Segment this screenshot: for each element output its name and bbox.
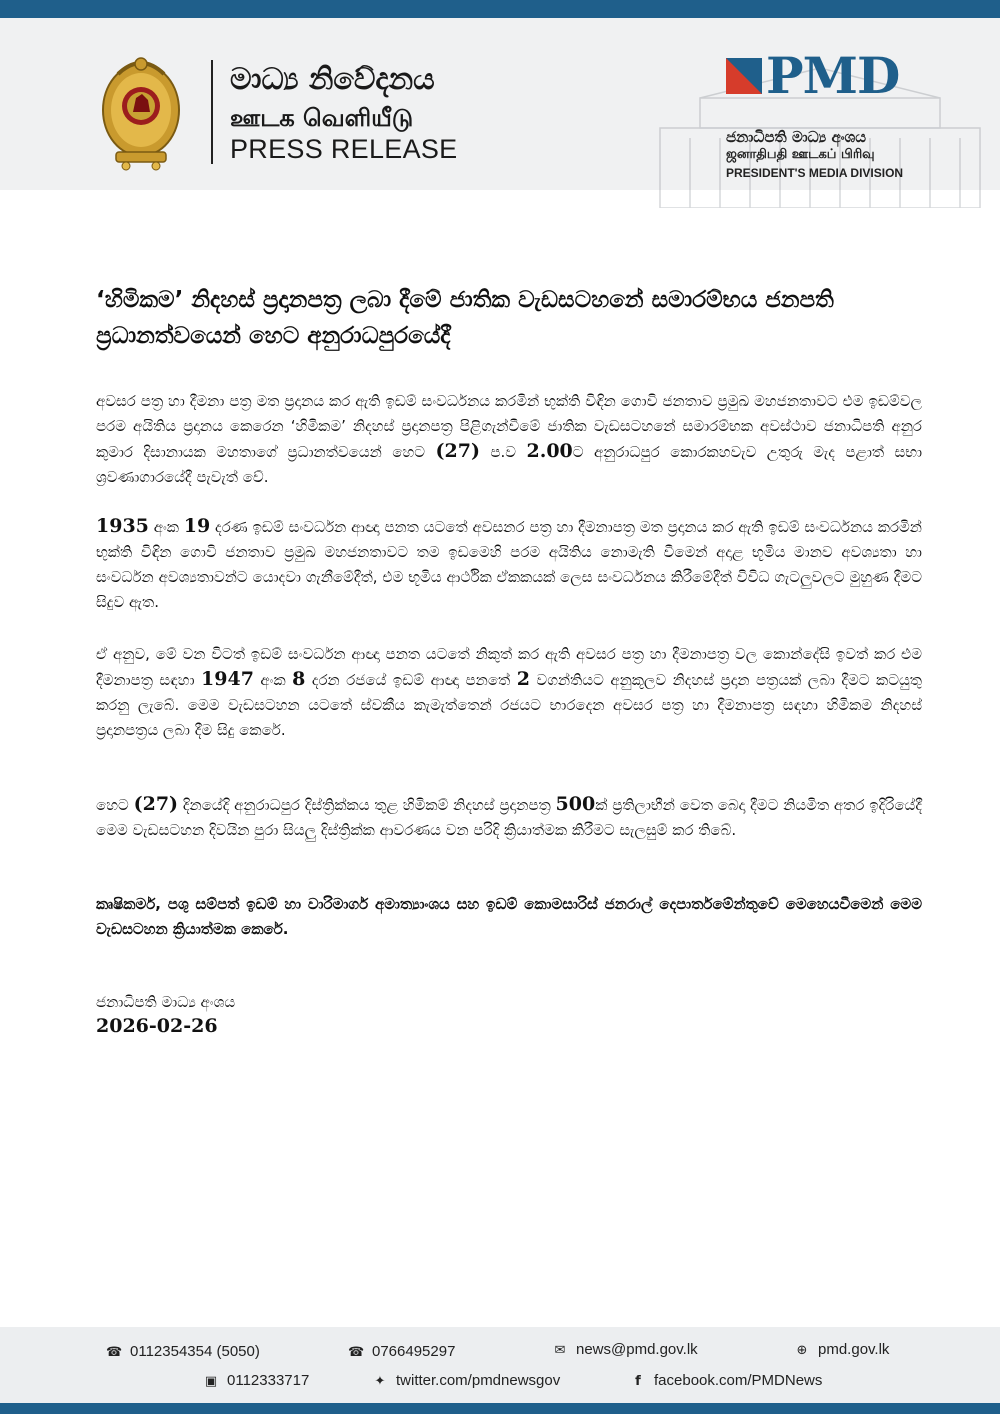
paragraph-3 [96,642,922,743]
pmd-name-sinhala: ජනාධිපති මාධ්‍ය අංශය [726,128,867,146]
paragraph-4 [96,792,922,843]
footer-facebook-text: facebook.com/PMDNews [654,1372,823,1389]
paragraph-4-text-a: හෙට [96,796,134,814]
pmd-logo-text: PMD [766,46,900,105]
paragraph-3-number-section: 2 [516,668,530,690]
twitter-icon: ✦ [374,1374,386,1389]
paragraph-1-number-time: 2.00 [526,440,573,462]
press-release-title-sinhala: මාධ්‍ය නිවේදනය [230,62,435,97]
paragraph-1 [96,389,922,490]
paragraph-2-number-act: 19 [183,515,211,537]
paragraph-3-text-c: දරන රජයේ ඉඩම් ආඥා පනතේ [305,671,517,689]
press-release-title-tamil: ஊடக வெளியீடு [230,104,414,132]
signature-organization: ජනාධිපති මාධ්‍ය අංශය [96,993,236,1011]
globe-icon: ⊕ [796,1343,808,1358]
header-divider [211,60,213,164]
press-release-title-english: PRESS RELEASE [230,134,458,164]
footer-website[interactable] [794,1341,889,1358]
footer-phone-1-text: 0112354354 (5050) [130,1343,260,1360]
contact-footer [0,1327,1000,1403]
footer-twitter[interactable] [372,1372,560,1389]
paragraph-4-number-date: (27) [133,793,179,815]
footer-email-text: news@pmd.gov.lk [576,1341,698,1358]
paragraph-3-number-year: 1947 [201,668,254,690]
pmd-name-english: PRESIDENT'S MEDIA DIVISION [726,166,904,180]
footer-fax-text: 0112333717 [227,1372,310,1389]
paragraph-1-text-a: අවසර පත්‍ර හා දීමනා පත්‍ර මත ප්‍රදානය කර ඇති ඉඩම් සංවර්ධනය කරමින් භුක්ති විඳින ගොවි ජනතාව ප්‍රමුඛ මහජනතාවට එම ඉඩම්වල පරම අයිතිය ප්‍රදානය කෙරෙන ‘හිමිකම’ නිදහස් ප්‍රදානපත්‍ර පිළිගැන්වීමේ ජාතික වැඩසටහනේ සමාරම්භක අවස්ථාව ජනාධිපති අනුර කුමාර දිසානායක මහතාගේ ප්‍රධානත්වයෙන් හෙට [96,392,922,461]
fax-icon: ▣ [204,1374,218,1389]
paragraph-3-text-a: ඒ අනුව, මේ වන විටත් ඉඩම් සංවර්ධන ආඥා පනත යටතේ නිකුත් කර ඇති අවසර පත්‍ර හා දීමනාපත්‍ර වල කොන්දේසි ඉවත් කර එම දීමනාපත්‍ර සඳහා [96,645,922,689]
mobile-icon: ☎ [348,1345,365,1360]
footer-phone-2-text: 0766495297 [372,1343,456,1360]
letterhead [0,18,1000,190]
footer-twitter-text: twitter.com/pmdnewsgov [396,1372,561,1389]
paragraph-2-text-a: අංක [148,518,184,536]
footer-facebook[interactable] [630,1372,822,1389]
bottom-accent-bar [0,1403,1000,1414]
paragraph-4-number-count: 500 [555,793,596,815]
paragraph-4-text-c: ක් ප්‍රතිලාභීන් වෙත බෙදා දීමට නියමිත අතර ඉදිරියේදී මෙම වැඩසටහන දිවයින පුරා සියලු දිස්ත්‍රික්ක ආවරණය වන පරිදි ක්‍රියාත්මක කිරීමට සැලසුම් කර තිබේ. [96,796,923,839]
pmd-logo [726,46,900,112]
release-date: 2026-02-26 [96,1015,218,1037]
paragraph-2-number-year: 1935 [96,515,149,537]
paragraph-1-number-date: (27) [435,440,480,462]
email-icon: ✉ [554,1343,566,1358]
pmd-name-tamil: ஜனாதிபதி ஊடகப் பிரிவு [726,147,875,162]
paragraph-1-text-b: ප.ව [479,443,527,461]
sri-lanka-emblem-icon [100,54,182,172]
phone-icon: ☎ [106,1345,123,1360]
pmd-logo-triangle-icon [726,58,762,94]
footer-phone-2[interactable] [348,1343,455,1360]
footer-email[interactable] [552,1341,698,1358]
paragraph-3-text-d: වගන්තියට අනුකූලව නිදහස් ප්‍රදාන පත්‍රයක් ලබා දීමට කටයුතු කරනු ලැබේ. මෙම වැඩසටහන යටතේ ස්වකීය කැමැත්තෙන් රජයට භාරදෙන අවසර පත්‍ර හා දීමනාපත්‍ර සඳහා හිමිකම නිදහස් ප්‍රදානපත්‍රය ලබා දීම සිදු කෙරේ. [96,671,922,739]
paragraph-2 [96,514,922,615]
paragraph-2-text-b: දරණ ඉඩම් සංවර්ධන ආඥා පනත යටතේ අවසනර පත්‍ර හා දීමනාපත්‍ර මත ප්‍රදානය කර ඇති ඉඩම් සංවර්ධනය කරමින් භුක්ති විඳින ගොවි ජනතාව ප්‍රමුඛ මහජනතාවට තම ඉඩමෙහි පරම අයිතිය නොමැති වීමෙන් අදාළ භූමිය මානව අවශ්‍යතා හා සංවර්ධන අවශ්‍යතාවන්ට යොදවා ගැනීමේදීත්, එම භූමිය ආර්ථික ඒකකයක් ලෙස සංවර්ධනය කිරීමේදීත් විවිධ ගැටලුවලට මුහුණ දීමට සිදුව ඇත. [96,518,922,611]
top-accent-bar [0,0,1000,18]
paragraph-5: කෘෂිකර්ම, පශු සම්පත් ඉඩම් හා වාරිමාර්ග අමාත්‍යාංශය සහ ඉඩම් කොමසාරිස් ජනරාල් දෙපාර්තමේන්තුවේ මෙහෙයවීමෙන් මෙම වැඩසටහන ක්‍රියාත්මක කෙරේ. [96,895,922,938]
facebook-icon: f [635,1374,641,1389]
footer-fax[interactable] [203,1372,309,1389]
paragraph-1-text-c: ට අනුරාධපුර කොරකහවැව උතුරු මැද පළාත් සභා ශ්‍රවණාගාරයේදී පැවැත් වේ. [96,443,923,486]
footer-website-text: pmd.gov.lk [818,1341,890,1358]
paragraph-3-number-act: 8 [292,668,306,690]
paragraph-3-text-b: අංක [253,671,293,689]
paragraph-4-text-b: දිනයේදි අනුරාධපුර දිස්ත්‍රික්කය තුළ හිමිකම් නිදහස් ප්‍රදානපත්‍ර [178,796,556,814]
press-release-headline: ‘හිමිකම’ නිදහස් ප්‍රදානපත්‍ර ලබා දීමේ ජාතික වැඩසටහනේ සමාරම්භය ජනපති ප්‍රධානත්වයෙන් හෙට අනුරාධපුරයේදී [96,287,834,349]
footer-phone-1[interactable] [106,1343,260,1360]
